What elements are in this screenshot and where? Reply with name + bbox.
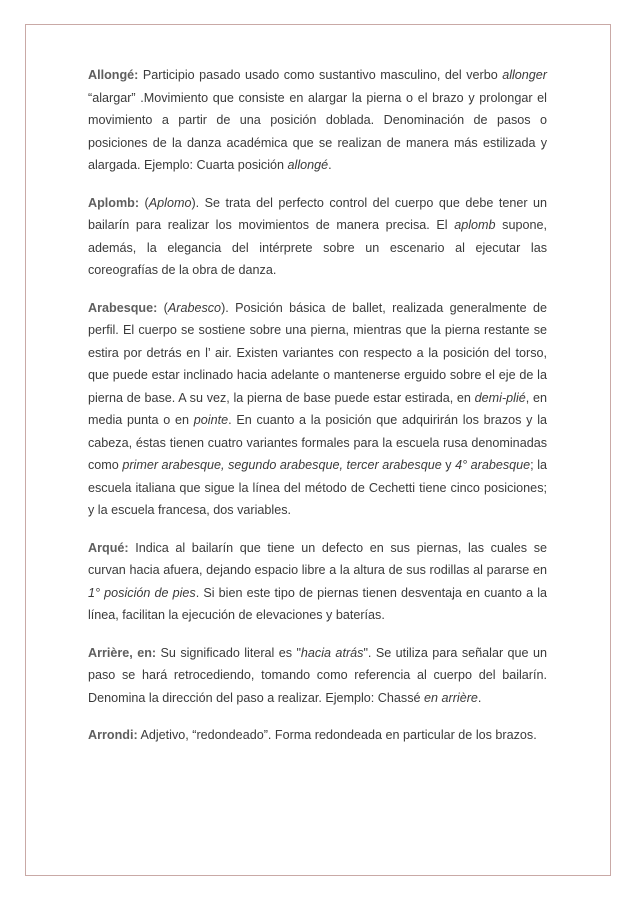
entry-term: Arqué: xyxy=(88,540,129,555)
entry-text: supone, además, la elegancia del intérprete sobre un escenario al ejecutar las coreografías de la obra de danza. xyxy=(88,218,547,277)
entry-text: . xyxy=(477,690,482,705)
entry-term: Allongé: xyxy=(88,68,139,82)
entry-text: “alargar” .Movimiento que consiste en alargar la pierna o el brazo y prolongar el movimiento a partir de una posición doblada. Denominación de pasos o posiciones de la danza académica que se realizan de manera más estilizada y alargada. Ejemplo: Cuarta posición xyxy=(88,90,547,172)
entry-emphasis: allonger xyxy=(502,68,547,82)
entry-term: Arabesque: xyxy=(88,300,158,315)
entry-text: y xyxy=(441,458,456,472)
entry-term: Arrière, en: xyxy=(88,645,157,660)
glossary-entry xyxy=(88,724,547,747)
glossary-entry xyxy=(88,642,547,710)
entry-text: Participio pasado usado como sustantivo masculino, del verbo xyxy=(138,68,503,82)
entry-emphasis: pointe xyxy=(193,413,229,427)
entry-emphasis: Arabesco xyxy=(167,300,222,315)
entry-text: . En cuanto a la posición que adquirirán los brazos y la cabeza, éstas tienen cuatro variantes formales para la escuela rusa denominadas como xyxy=(88,413,548,472)
glossary-entry xyxy=(88,297,547,522)
entry-emphasis: primer arabesque, segundo arabesque, tercer arabesque xyxy=(122,458,442,472)
entry-text: Su significado literal es " xyxy=(156,645,301,660)
glossary-entry xyxy=(88,64,547,177)
entry-text: . xyxy=(328,158,332,172)
entry-text: , en media punta o en xyxy=(88,390,547,427)
entry-text: ). Se trata del perfecto control del cuerpo que debe tener un bailarín para realizar los movimientos de manera precisa. El xyxy=(88,195,548,232)
glossary-entry xyxy=(88,192,547,282)
entry-emphasis: en arrière xyxy=(424,690,478,705)
entry-emphasis: demi-plié xyxy=(474,390,526,405)
entry-text: Indica al bailarín que tiene un defecto en sus piernas, las cuales se curvan hacia afuera, dejando espacio libre a la altura de sus rodillas al pararse en xyxy=(88,540,547,577)
entry-term: Arrondi: xyxy=(88,728,138,742)
entry-text: ; la escuela italiana que sigue la línea del método de Cechetti tiene cinco posiciones; y la escuela francesa, dos variables. xyxy=(88,458,547,517)
entry-text: ( xyxy=(139,195,149,210)
entry-emphasis: allongé xyxy=(287,158,329,172)
entry-emphasis: hacia atrás xyxy=(300,645,364,660)
entry-emphasis: 4° arabesque xyxy=(455,458,531,472)
entry-emphasis: Aplomo xyxy=(148,195,192,210)
glossary xyxy=(88,64,547,762)
entry-term: Aplomb: xyxy=(88,195,140,210)
entry-text: ( xyxy=(157,300,168,315)
entry-text: . Si bien este tipo de piernas tienen desventaja en cuanto a la línea, facilitan la ejecución de elevaciones y baterías. xyxy=(88,585,547,622)
entry-emphasis: aplomb xyxy=(454,218,496,232)
entry-text: ". Se utiliza para señalar que un paso se hará retrocediendo, tomando como referencia al cuerpo del bailarín. Denomina la dirección del paso a realizar. Ejemplo: Chassé xyxy=(88,645,547,705)
entry-text: Adjetivo, “redondeado”. Forma redondeada en particular de los brazos. xyxy=(137,728,537,742)
entry-emphasis: 1° posición de pies xyxy=(88,585,196,600)
glossary-entry xyxy=(88,537,547,627)
entry-text: ). Posición básica de ballet, realizada generalmente de perfil. El cuerpo se sostiene sobre una pierna, mientras que la pierna restante se estira por detrás en l’ air. Existen variantes con respecto a la posición del torso, que puede estar inclinado hacia adelante o mantenerse erguido sobre el eje de la pierna de base. A su vez, la pierna de base puede estar estirada, en xyxy=(88,300,547,405)
